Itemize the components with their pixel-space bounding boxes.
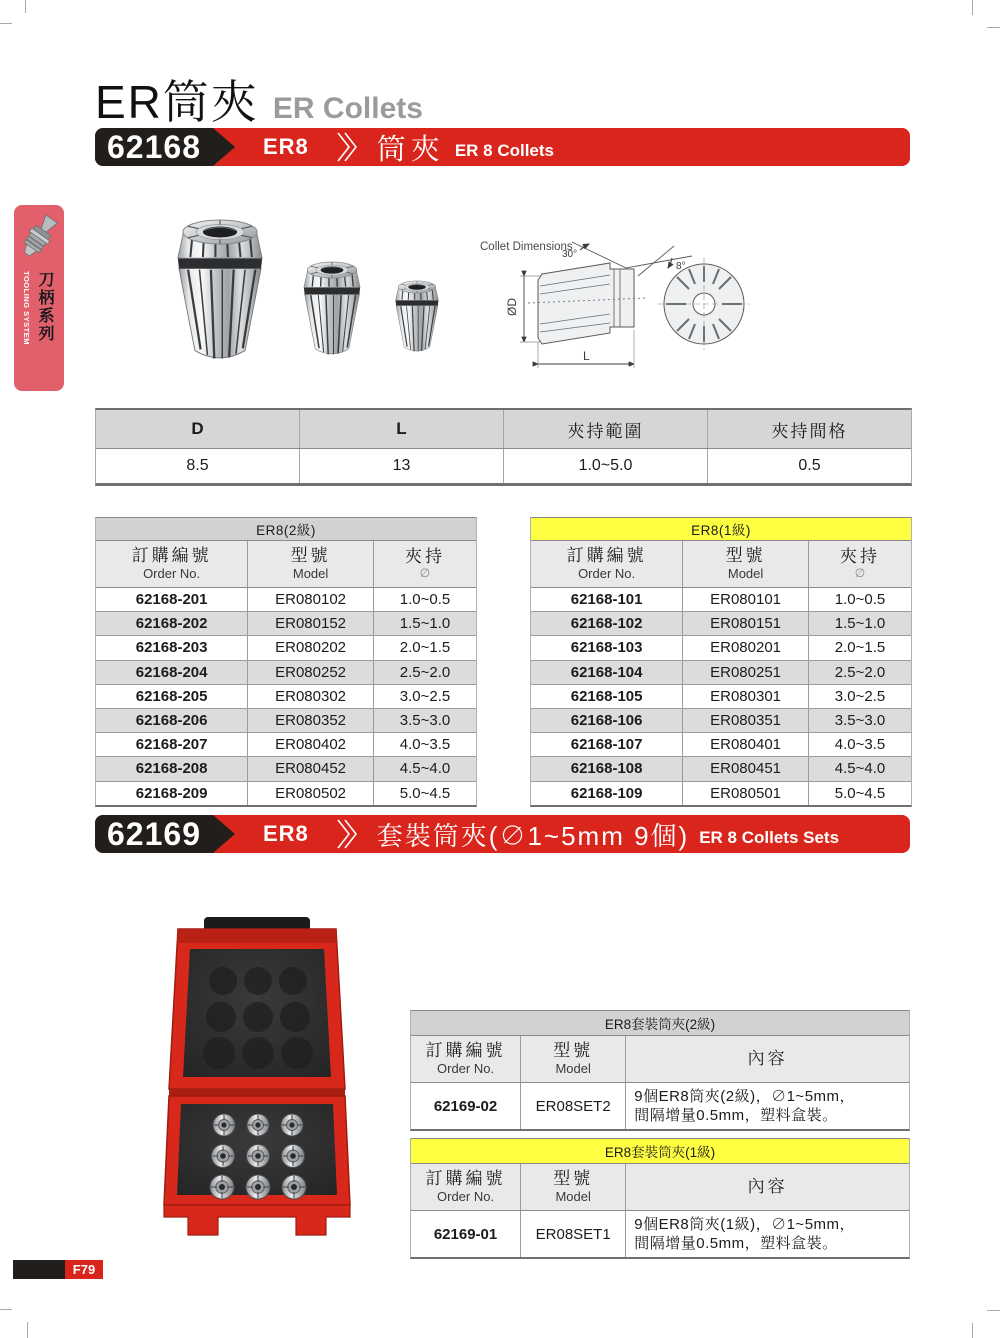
set-table-header: 訂購編號 Order No. 型號 Model 內容	[411, 1036, 909, 1083]
page-number: F79	[65, 1260, 103, 1279]
banner-title-en: ER 8 Collets Sets	[699, 828, 840, 847]
banner-size-label: ER8	[263, 821, 309, 846]
spec-header-range: 夾持範圍	[504, 410, 708, 448]
order-table-header: 訂購編號 Order No. 型號 Model 夾持 ∅	[96, 541, 476, 588]
table-row: 62168-103 ER080201 2.0~1.5	[531, 636, 911, 660]
table-row: 62168-105 ER080301 3.0~2.5	[531, 685, 911, 709]
spec-header-d: D	[96, 410, 300, 448]
table-row: 62168-102 ER080151 1.5~1.0	[531, 612, 911, 636]
banner-title-en: ER 8 Collets	[454, 141, 555, 160]
table-row: 62169-02 ER08SET2 9個ER8筒夾(2級)，∅1~5mm， 間隔增量0.5mm，塑料盒裝。	[411, 1083, 909, 1129]
set-table-grade2	[410, 1010, 910, 1131]
table-row: 62168-208 ER080452 4.5~4.0	[96, 757, 476, 781]
page-number-bar	[13, 1260, 65, 1279]
spec-table-values	[96, 449, 911, 483]
collet-dimension-diagram	[476, 236, 770, 378]
page-number-tab	[13, 1260, 103, 1279]
banner-code-arrow	[213, 128, 235, 166]
table-row: 62168-204 ER080252 2.5~2.0	[96, 661, 476, 685]
sidebar-tab-tooling-system	[14, 205, 64, 391]
banner-code: 62169	[95, 815, 213, 853]
banner-size-label: ER8	[263, 134, 309, 159]
crop-mark	[987, 27, 1000, 28]
banner-code-wrap	[95, 815, 235, 853]
svg-text:30°: 30°	[562, 249, 578, 260]
spec-table-header	[96, 410, 911, 449]
tool-holder-icon	[18, 213, 60, 270]
order-table-rows	[531, 588, 911, 805]
collet-photo-small	[388, 266, 446, 366]
table-row: 62168-206 ER080352 3.5~3.0	[96, 709, 476, 733]
svg-text:ØD: ØD	[505, 298, 519, 316]
set-table-title: ER8套裝筒夾(1級)	[411, 1139, 909, 1164]
order-table-er8-grade1	[530, 517, 912, 807]
table-row: 62168-202 ER080152 1.5~1.0	[96, 612, 476, 636]
svg-text:8°: 8°	[676, 261, 686, 272]
collet-photo-medium	[294, 250, 370, 366]
table-row: 62168-104 ER080251 2.5~2.0	[531, 661, 911, 685]
crop-mark	[0, 1309, 12, 1310]
table-row: 62168-107 ER080401 4.0~3.5	[531, 733, 911, 757]
set-table-header: 訂購編號 Order No. 型號 Model 內容	[411, 1164, 909, 1211]
spec-value-range: 1.0~5.0	[504, 449, 708, 483]
set-table-title: ER8套裝筒夾(2級)	[411, 1011, 909, 1036]
table-row: 62168-101 ER080101 1.0~0.5	[531, 588, 911, 612]
table-row: 62168-203 ER080202 2.0~1.5	[96, 636, 476, 660]
crop-mark	[27, 1322, 28, 1338]
collet-set-box-photo	[148, 903, 366, 1248]
table-row: 62168-209 ER080502 5.0~4.5	[96, 782, 476, 805]
banner-code-wrap	[95, 128, 235, 166]
table-row: 62168-201 ER080102 1.0~0.5	[96, 588, 476, 612]
sidebar-label-en: TOOLING SYSTEM	[22, 271, 31, 345]
crop-mark	[0, 23, 12, 24]
order-table-rows	[96, 588, 476, 805]
crop-mark	[987, 1310, 1000, 1311]
banner-title-cjk: 筒夾	[376, 133, 445, 166]
crop-mark	[25, 0, 26, 13]
banner-title-cjk: 套裝筒夾(∅1~5mm 9個)	[376, 820, 690, 851]
chevron-icon	[335, 819, 359, 849]
table-row: 62168-205 ER080302 3.0~2.5	[96, 685, 476, 709]
spec-header-step: 夾持間格	[771, 421, 848, 441]
svg-text:L: L	[583, 349, 590, 363]
table-row: 62168-108 ER080451 4.5~4.0	[531, 757, 911, 781]
order-table-er8-grade2	[95, 517, 477, 807]
page-title	[95, 66, 423, 132]
svg-text:Collet Dimensions: Collet Dimensions	[480, 241, 573, 253]
banner-code-arrow	[213, 815, 235, 853]
page-title-cjk: ER筒夾	[95, 76, 259, 128]
spec-value-d: 8.5	[96, 449, 300, 483]
order-table-title: ER8(2級)	[96, 518, 476, 541]
crop-mark	[972, 0, 973, 15]
section-banner-62168	[95, 128, 910, 166]
spec-table	[95, 408, 912, 486]
section-banner-62169	[95, 815, 910, 853]
table-row: 62169-01 ER08SET1 9個ER8筒夾(1級)，∅1~5mm， 間隔增量0.5mm，塑料盒裝。	[411, 1211, 909, 1257]
spec-header-l: L	[300, 410, 504, 448]
table-row: 62168-207 ER080402 4.0~3.5	[96, 733, 476, 757]
crop-mark	[972, 1323, 973, 1338]
chevron-icon	[335, 132, 359, 162]
page-title-en: ER Collets	[272, 92, 423, 125]
spec-value-l: 13	[300, 449, 504, 483]
table-row: 62168-106 ER080351 3.5~3.0	[531, 709, 911, 733]
table-row: 62168-109 ER080501 5.0~4.5	[531, 782, 911, 805]
banner-code: 62168	[95, 128, 213, 166]
order-table-header: 訂購編號 Order No. 型號 Model 夾持 ∅	[531, 541, 911, 588]
set-table-grade1	[410, 1138, 910, 1259]
order-table-title: ER8(1級)	[531, 518, 911, 541]
spec-value-step: 0.5	[798, 457, 821, 474]
collet-photo-large	[163, 208, 277, 370]
sidebar-label-cjk: 刀柄系列	[35, 270, 54, 344]
